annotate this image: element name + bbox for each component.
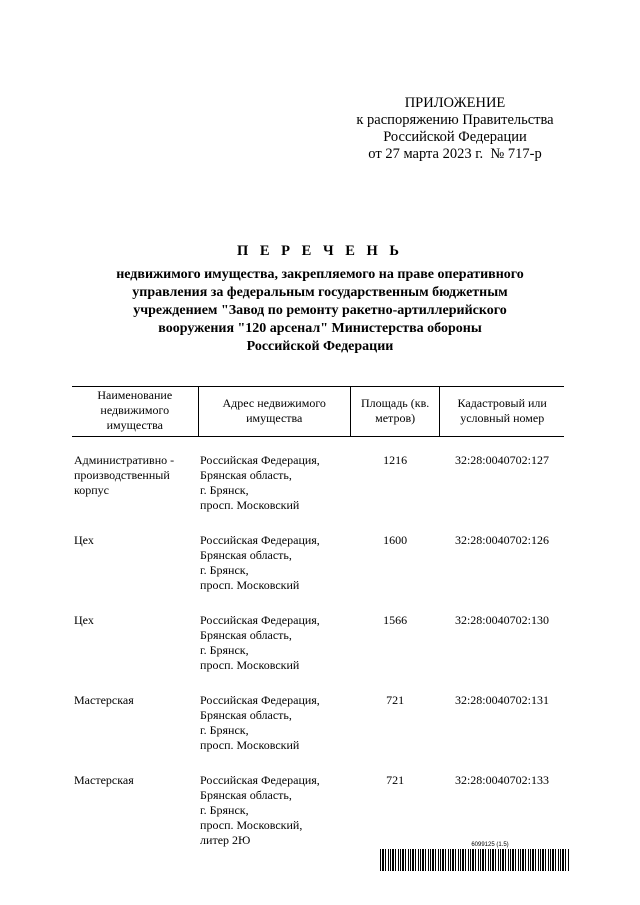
address-line: г. Брянск,: [200, 483, 249, 497]
table-row: [72, 437, 564, 534]
document-title: П Е Р Е Ч Е Н Ь: [236, 243, 404, 259]
address-line: Брянская область,: [200, 708, 292, 722]
cell-area: 1216: [383, 453, 408, 467]
address-line: Брянская область,: [200, 628, 292, 642]
cell-area: 1600: [383, 533, 408, 547]
header-address: Адрес недвижимого имущества: [198, 387, 350, 437]
subtitle-line: Российской Федерации: [246, 339, 394, 354]
cell-address: [198, 693, 350, 773]
cell-name: Мастерская: [74, 693, 134, 707]
barcode-block: [380, 842, 570, 871]
cell-address: [198, 533, 350, 613]
appendix-decree-ref: к распоряжению Правительства: [356, 112, 554, 128]
subtitle-line: учреждением "Завод по ремонту ракетно-артиллерийского: [133, 303, 507, 318]
address-line: Российская Федерация,: [200, 613, 320, 627]
barcode-icon: [380, 849, 570, 871]
header-name: Наименование недвижимого имущества: [72, 387, 198, 437]
address-line: просп. Московский: [200, 498, 300, 512]
cell-area: 1566: [383, 613, 408, 627]
address-line: литер 2Ю: [200, 833, 251, 847]
appendix-heading: ПРИЛОЖЕНИЕ: [404, 95, 506, 111]
address-line: просп. Московский: [200, 578, 300, 592]
address-line: Российская Федерация,: [200, 533, 320, 547]
cell-cadastral: 32:28:0040702:133: [454, 773, 549, 787]
cell-address: [198, 773, 350, 868]
subtitle-line: управления за федеральным государственным бюджетным: [132, 285, 508, 300]
cell-address: [198, 437, 350, 534]
appendix-date-number: от 27 марта 2023 г. № 717-р: [368, 146, 542, 162]
cell-area: 721: [386, 773, 405, 787]
property-table: [72, 386, 564, 868]
header-cadastral: Кадастровый или условный номер: [440, 387, 564, 437]
cell-name: Цех: [74, 613, 94, 627]
address-line: просп. Московский: [200, 658, 300, 672]
subtitle-line: вооружения "120 арсенал" Министерства обороны: [158, 321, 482, 336]
cell-cadastral: 32:28:0040702:127: [454, 453, 549, 467]
cell-cadastral: 32:28:0040702:126: [454, 533, 549, 547]
address-line: Российская Федерация,: [200, 773, 320, 787]
cell-address: [198, 613, 350, 693]
address-line: г. Брянск,: [200, 643, 249, 657]
cell-name: Административно - производственный корпус: [74, 453, 175, 497]
cell-cadastral: 32:28:0040702:130: [454, 613, 549, 627]
table-row: [72, 613, 564, 693]
address-line: г. Брянск,: [200, 723, 249, 737]
appendix-block: [330, 95, 580, 163]
address-line: г. Брянск,: [200, 803, 249, 817]
address-line: просп. Московский: [200, 738, 300, 752]
header-area: Площадь (кв. метров): [350, 387, 440, 437]
address-line: Брянская область,: [200, 788, 292, 802]
address-line: Брянская область,: [200, 548, 292, 562]
address-line: Российская Федерация,: [200, 693, 320, 707]
table-row: [72, 693, 564, 773]
subtitle-line: недвижимого имущества, закрепляемого на праве оперативного: [116, 267, 524, 282]
table-row: [72, 533, 564, 613]
appendix-government: Российской Федерации: [383, 129, 527, 145]
cell-cadastral: 32:28:0040702:131: [454, 693, 549, 707]
address-line: просп. Московский,: [200, 818, 303, 832]
cell-area: 721: [386, 693, 405, 707]
cell-name: Цех: [74, 533, 94, 547]
table-header-row: [72, 387, 564, 437]
document-subtitle: [90, 266, 550, 356]
address-line: Российская Федерация,: [200, 453, 320, 467]
address-line: г. Брянск,: [200, 563, 249, 577]
address-line: Брянская область,: [200, 468, 292, 482]
barcode-number: 6099125 (1.5): [471, 842, 509, 848]
cell-name: Мастерская: [74, 773, 134, 787]
